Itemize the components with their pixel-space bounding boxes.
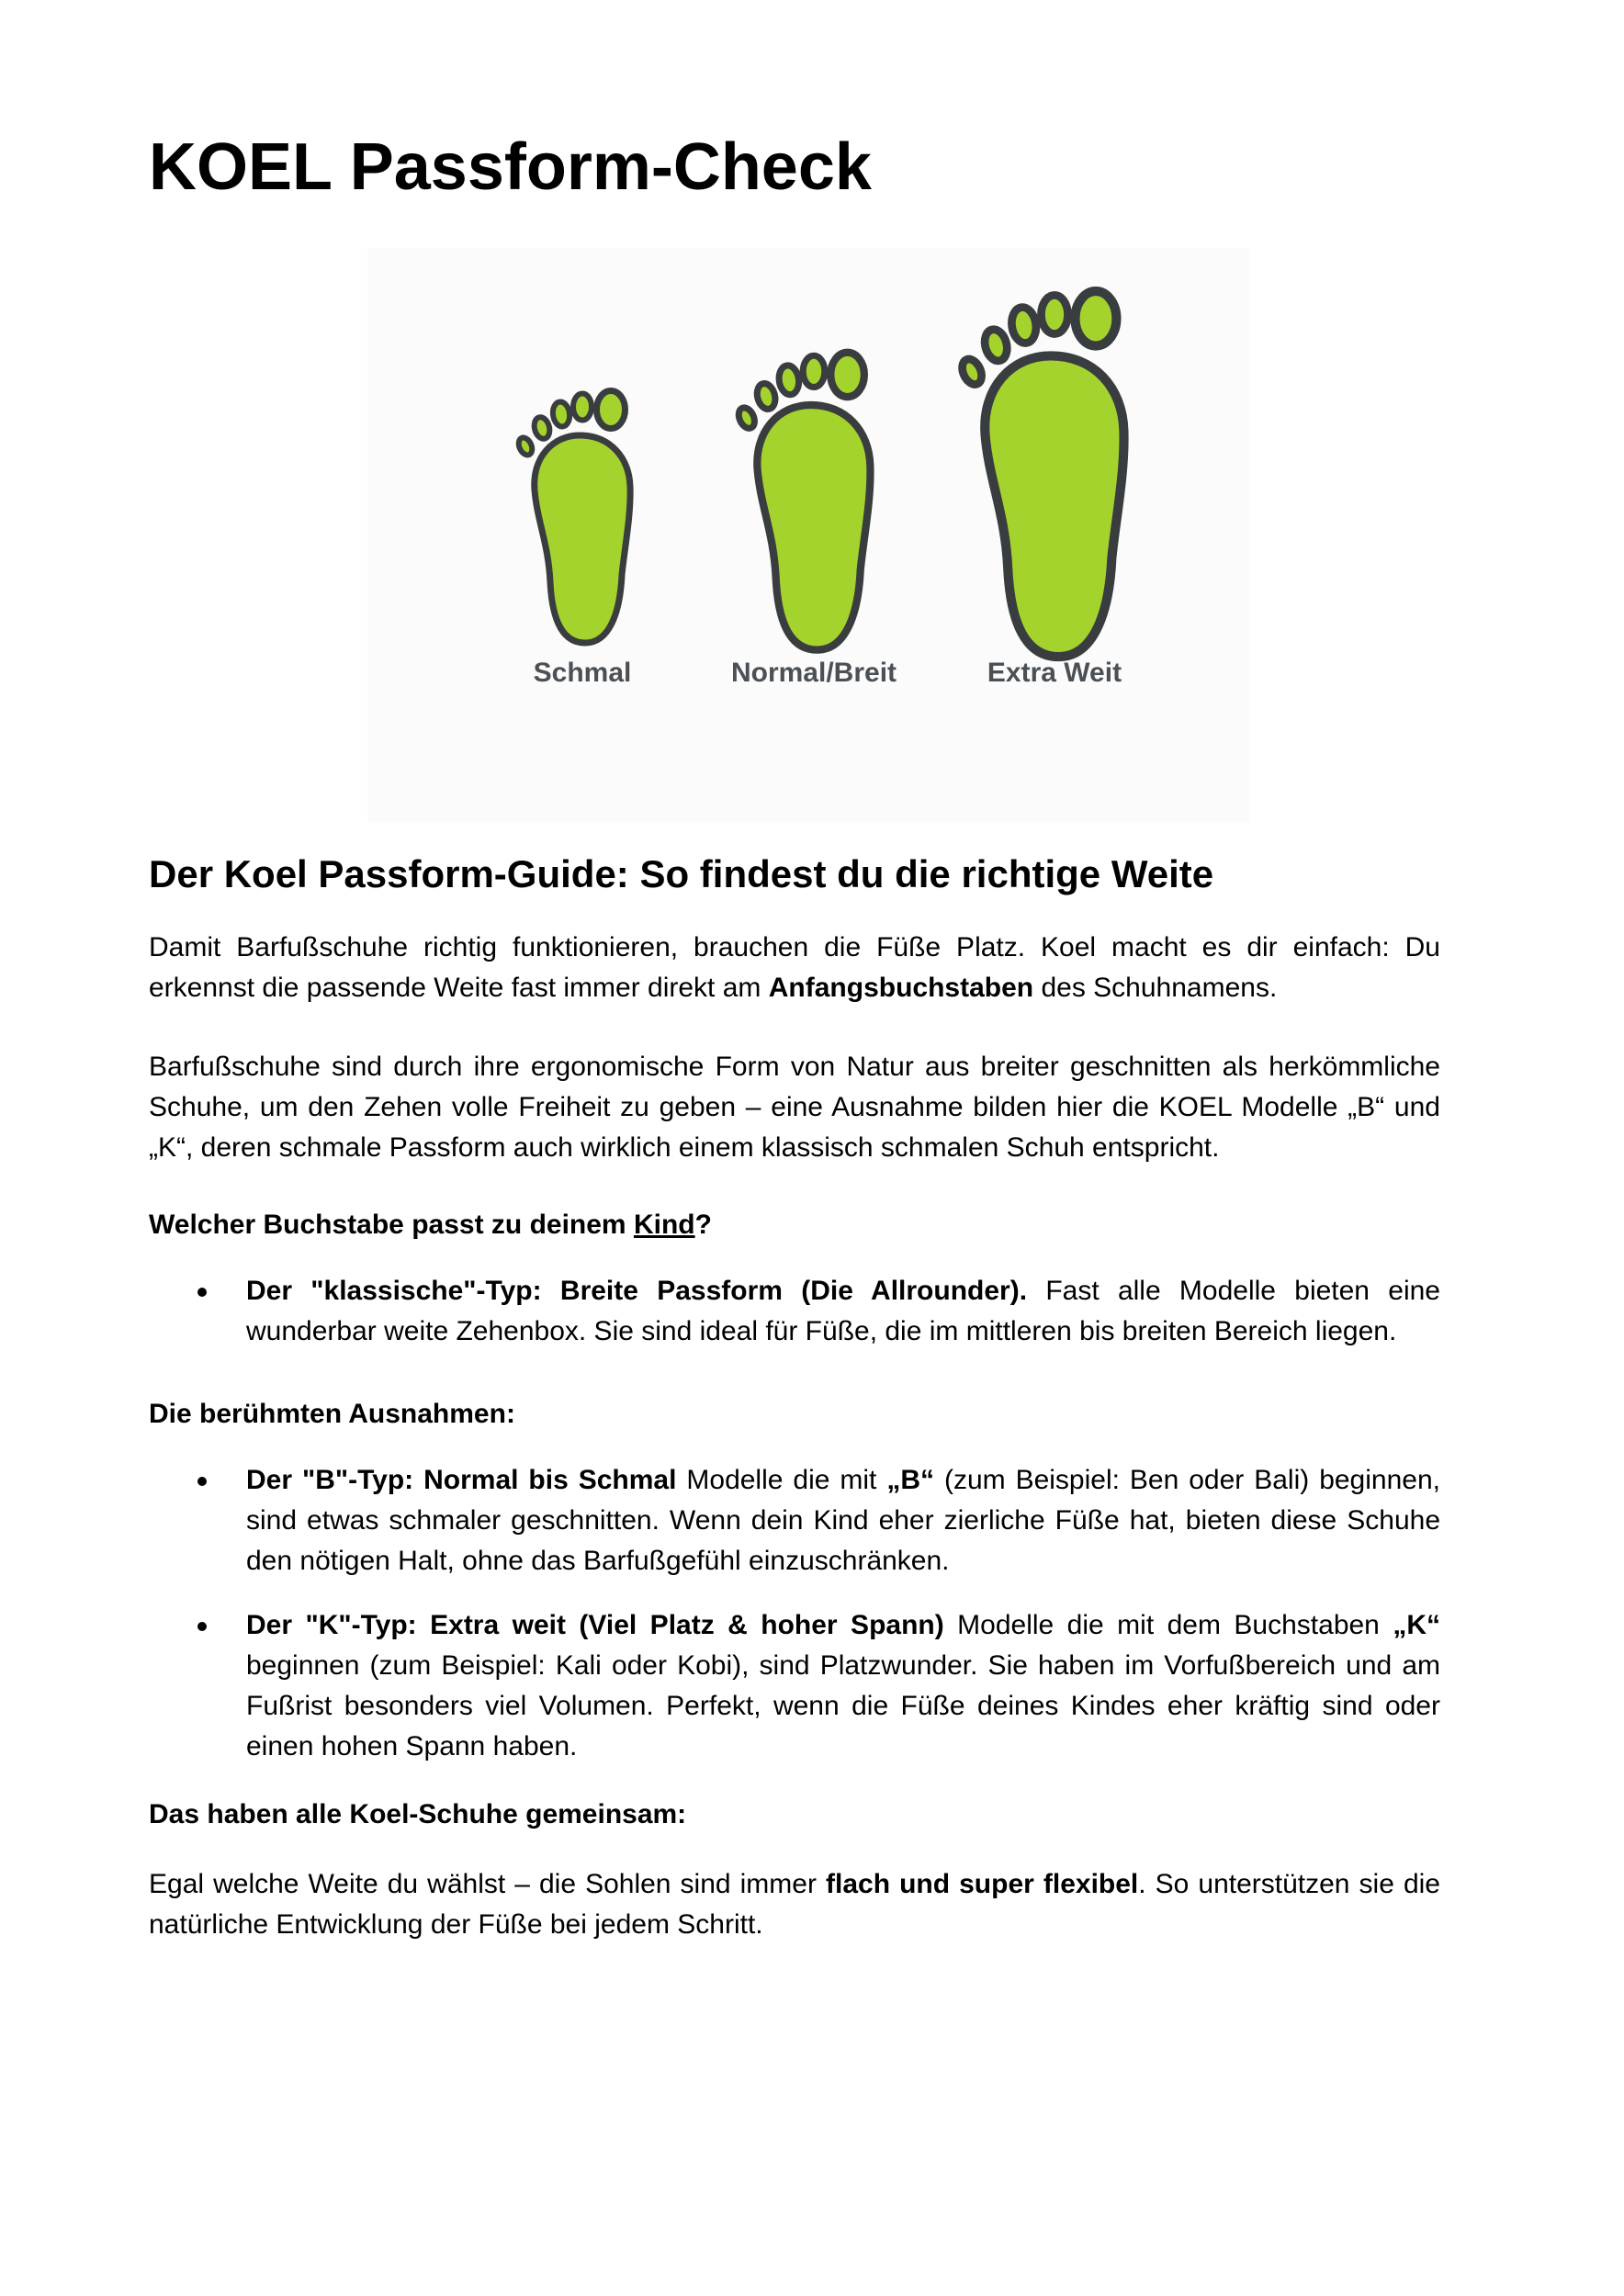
footprints-illustration — [367, 248, 1249, 822]
list-item-b-typ: Der "B"-Typ: Normal bis Schmal Modelle die mit „B“ (zum Beispiel: Ben oder Bali) beginnen, sind etwas schmaler geschnitten. Wenn dein Kind eher zierliche Füße hat, bieten diese Schuhe den nötigen Halt, ohne das Barfußgefühl einzuschränken. — [149, 1460, 1440, 1581]
heading-gemeinsam: Das haben alle Koel-Schuhe gemeinsam: — [149, 1799, 687, 1829]
page-title: KOEL Passform-Check — [149, 130, 872, 204]
footprints-group — [516, 291, 1124, 657]
klassisch-list — [149, 1271, 1440, 1352]
ergonomie-paragraph: Barfußschuhe sind durch ihre ergonomische Form von Natur aus breiter geschnitten als herkömmliche Schuhe, um den Zehen volle Freiheit zu geben – eine Ausnahme bilden hier die KOEL Modelle „B“ und „K“, deren schmale Passform auch wirklich einem klassisch schmalen Schuh entspricht. — [149, 1052, 1440, 1163]
intro-paragraph: Damit Barfußschuhe richtig funktionieren, brauchen die Füße Platz. Koel macht es dir einfach: Du erkennst die passende Weite fast immer direkt am Anfangsbuchstaben des Schuhnamens. — [149, 932, 1440, 1003]
fazit-paragraph: Egal welche Weite du wählst – die Sohlen sind immer flach und super flexibel. So unterstützen sie die natürliche Entwicklung der Füße bei jedem Schritt. — [149, 1869, 1440, 1940]
guide-heading: Der Koel Passform-Guide: So findest du die richtige Weite — [149, 852, 1214, 895]
list-item-k-typ: Der "K"-Typ: Extra weit (Viel Platz & hoher Spann) Modelle die mit dem Buchstaben „K“ beginnen (zum Beispiel: Kali oder Kobi), sind Platzwunder. Sie haben im Vorfußbereich und am Fußrist besonders viel Volumen. Perfekt, wenn die Füße deines Kindes eher kräftig sind oder einen hohen Spann haben. — [149, 1605, 1440, 1767]
heading-welcher-buchstabe: Welcher Buchstabe passt zu deinem Kind? — [149, 1210, 712, 1240]
ausnahmen-list — [149, 1460, 1440, 1767]
footprint-normal-breit — [736, 353, 871, 650]
footprint-extra-weit — [958, 291, 1123, 657]
figure-label-schmal: Schmal — [533, 658, 632, 688]
heading-ausnahmen: Die berühmten Ausnahmen: — [149, 1399, 515, 1429]
list-item-klassisch-typ: Der "klassische"-Typ: Breite Passform (Die Allrounder). Fast alle Modelle bieten eine wunderbar weite Zehenbox. Sie sind ideal für Füße, die im mittleren bis breiten Bereich liegen. — [149, 1271, 1440, 1352]
footprint-schmal — [516, 391, 630, 644]
figure-labels — [534, 658, 1122, 688]
figure-label-normal-breit: Normal/Breit — [730, 658, 897, 688]
foot-width-figure — [367, 248, 1249, 822]
figure-label-extra-weit: Extra Weit — [987, 658, 1122, 688]
